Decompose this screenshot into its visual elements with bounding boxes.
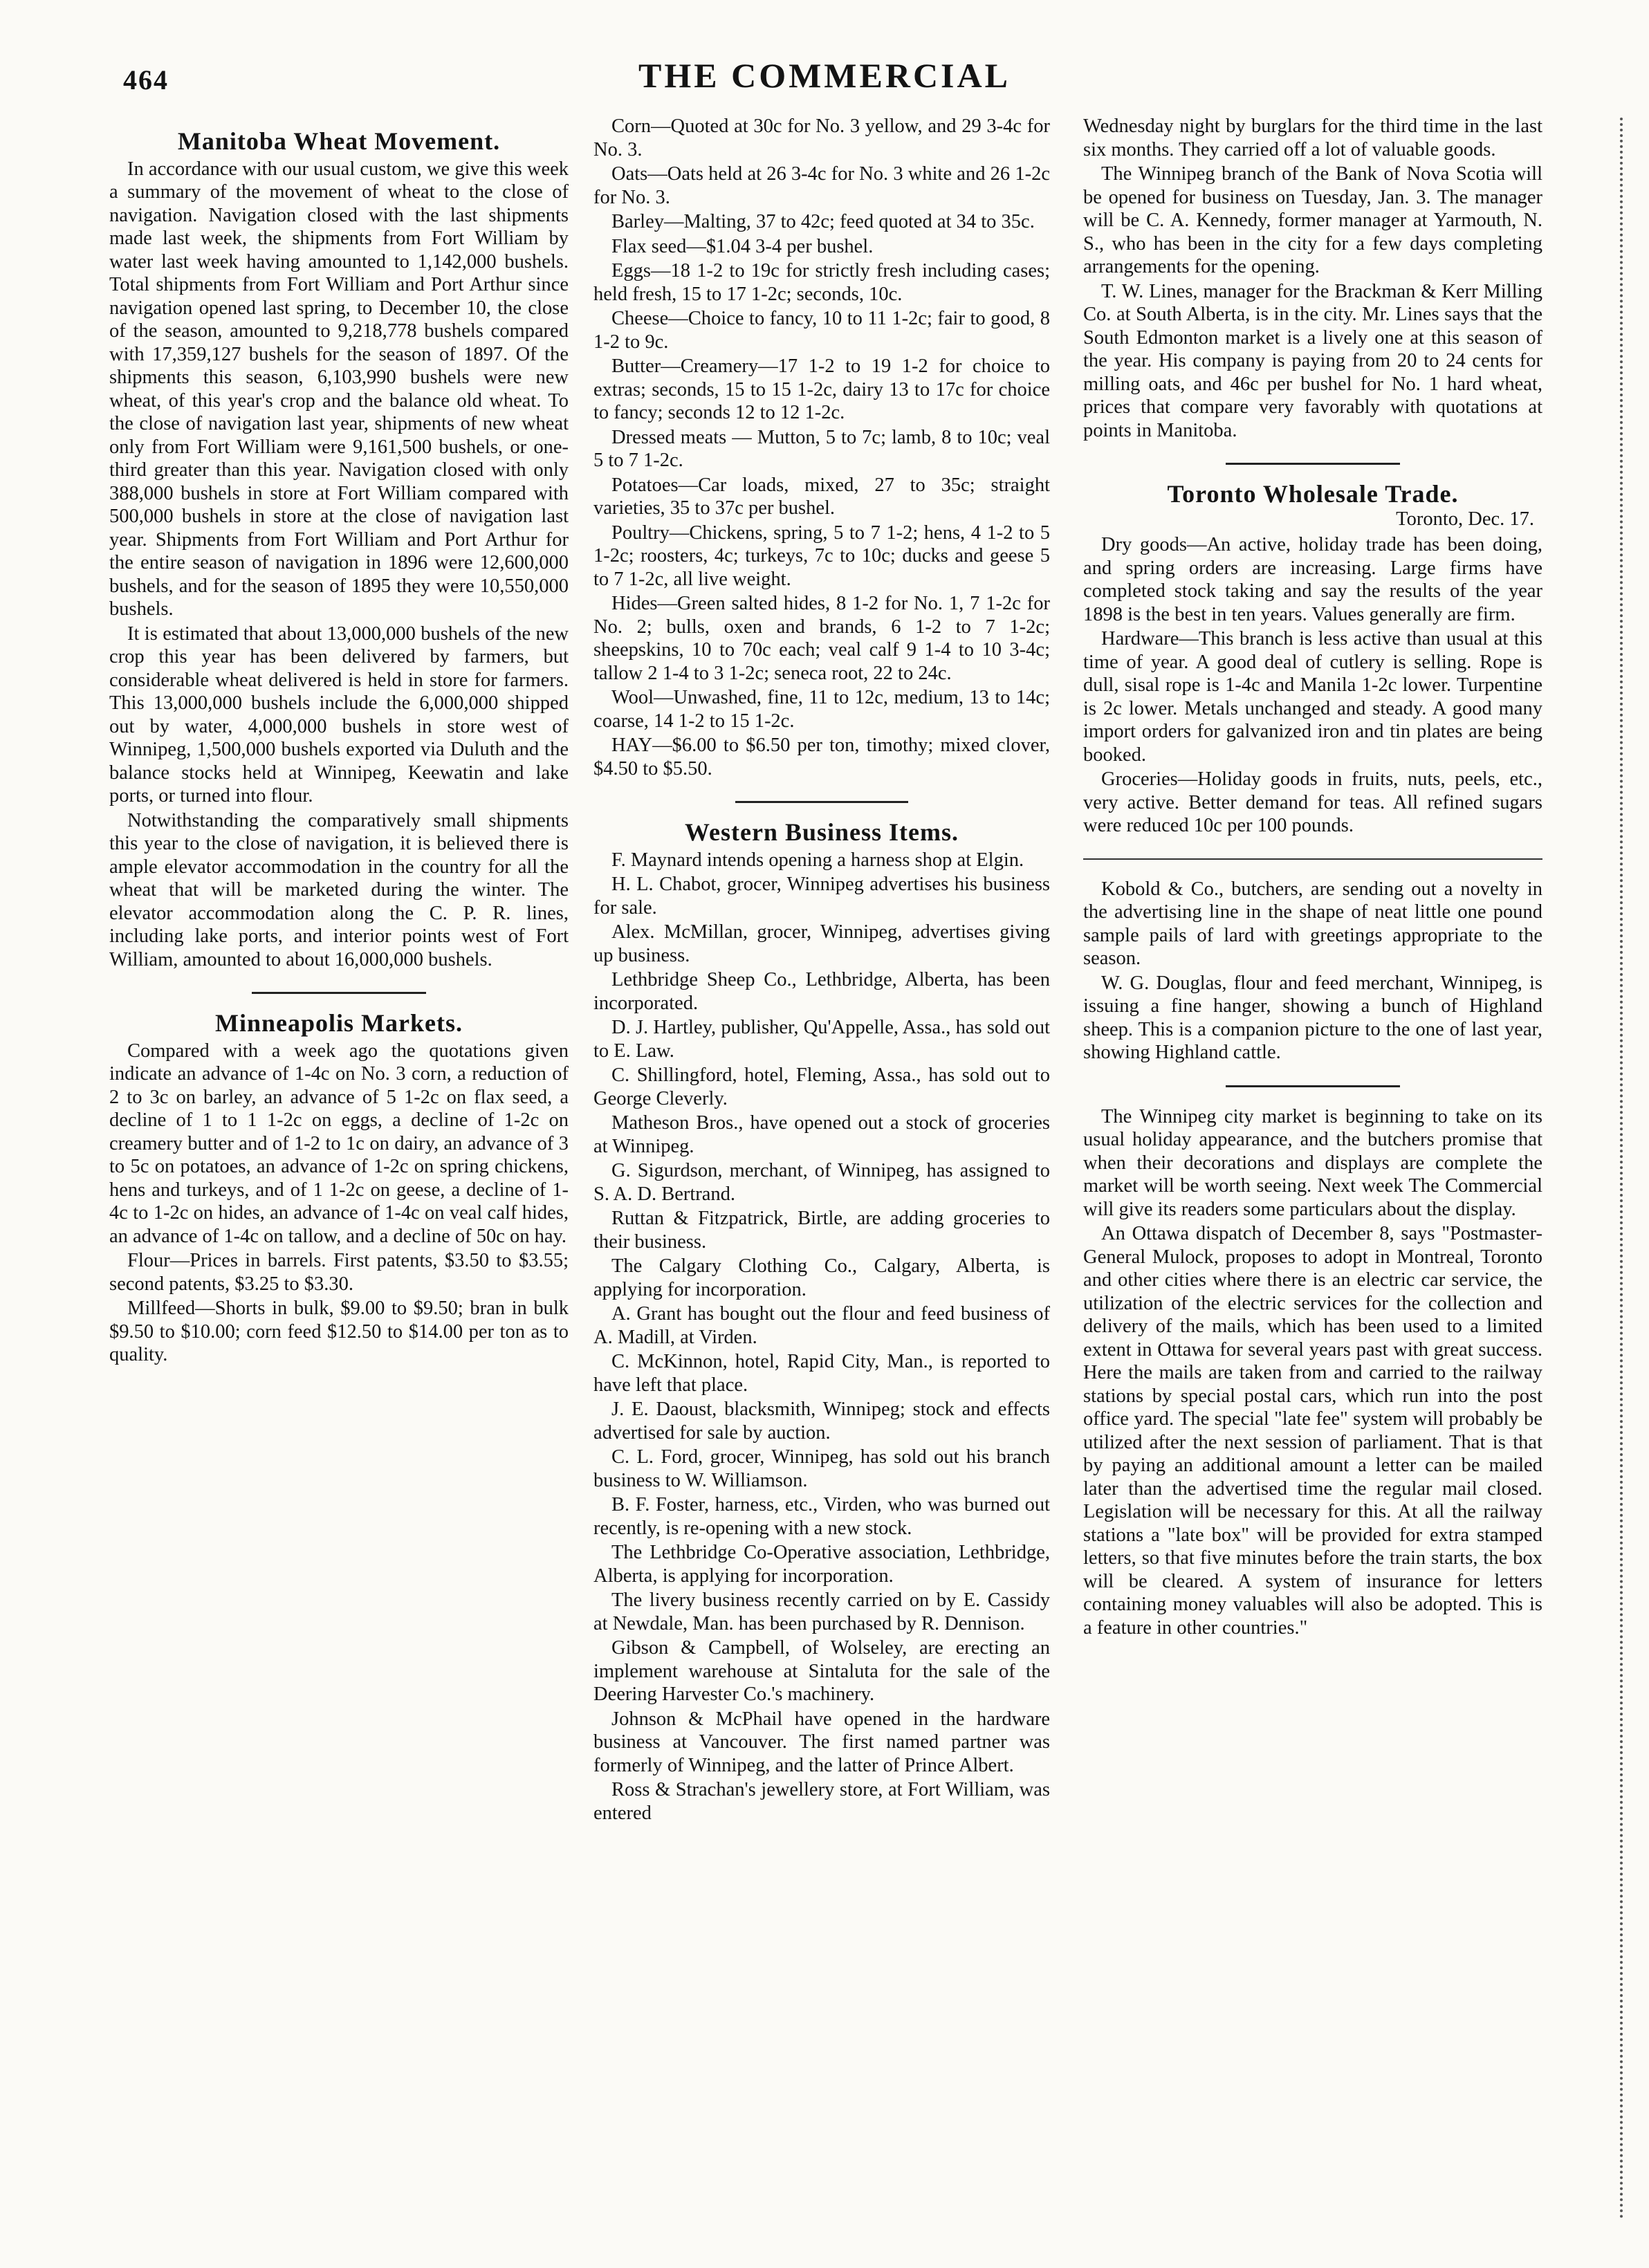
- news-item: H. L. Chabot, grocer, Winnipeg advertises his business for sale.: [593, 874, 1050, 919]
- market-item: Dressed meats — Mutton, 5 to 7c; lamb, 8 to 10c; veal 5 to 7 1-2c.: [593, 426, 1050, 471]
- market-item: Poultry—Chickens, spring, 5 to 7 1-2; hens, 4 1-2 to 5 1-2c; roosters, 4c; turkeys, 7c to 10c; ducks and geese 5 to 7 1-2c, all live weight.: [593, 522, 1050, 590]
- paragraph: Flour—Prices in barrels. First patents, $3.50 to $3.55; second patents, $3.25 to $3.30.: [109, 1250, 569, 1295]
- paragraph: W. G. Douglas, flour and feed merchant, Winnipeg, is issuing a fine hanger, showing a bunch of Highland sheep. This is a companion picture to the one of last year, showing Highland cattle.: [1083, 972, 1542, 1063]
- paragraph: Millfeed—Shorts in bulk, $9.00 to $9.50; bran in bulk $9.50 to $10.00; corn feed $12.50 to $14.00 per ton as to quality.: [109, 1298, 569, 1365]
- masthead: THE COMMERCIAL: [638, 56, 1011, 95]
- market-item: Eggs—18 1-2 to 19c for strictly fresh including cases; held fresh, 15 to 17 1-2c; seconds, 10c.: [593, 260, 1050, 305]
- news-item: C. Shillingford, hotel, Fleming, Assa., has sold out to George Cleverly.: [593, 1064, 1050, 1109]
- news-item: The Calgary Clothing Co., Calgary, Alberta, is applying for incorporation.: [593, 1255, 1050, 1300]
- paragraph: In accordance with our usual custom, we give this week a summary of the movement of wheat to the close of navigation. Navigation closed with the last shipments made last week, the shipments from Fort William by water last week having amounted to 1,142,000 bushels. Total shipments from Fort William and Port Arthur since navigation opened last spring, to December 10, the close of the season, amounted to 9,218,778 bushels compared with 17,359,127 bushels for the season of 1897. Of the shipments this season, 6,103,990 bushels were new wheat, of this year's crop and the balance old wheat. To the close of navigation last year, shipments of new wheat only from Fort William were 9,161,500 bushels, or one-third greater than this year. Navigation closed with only 388,000 bushels in store at Fort William compared with 500,000 bushels in store at the close of navigation last year. Shipments from Fort William and Port Arthur for the entire season of navigation in 1896 were 12,600,000 bushels, and for the season of 1895 they were 10,550,000 bushels.: [109, 158, 569, 620]
- divider: [1226, 463, 1400, 465]
- market-item: HAY—$6.00 to $6.50 per ton, timothy; mixed clover, $4.50 to $5.50.: [593, 735, 1050, 780]
- news-item: Ross & Strachan's jewellery store, at Fort William, was entered: [593, 1779, 1050, 1824]
- market-item: Wool—Unwashed, fine, 11 to 12c, medium, 13 to 14c; coarse, 14 1-2 to 15 1-2c.: [593, 687, 1050, 732]
- market-item: Corn—Quoted at 30c for No. 3 yellow, and 29 3-4c for No. 3.: [593, 116, 1050, 160]
- news-item: The Winnipeg branch of the Bank of Nova Scotia will be opened for business on Tuesday, Jan. 3. The manager will be C. A. Kennedy, former manager at Yarmouth, N. S., who has been in the city for a few days completing arrangements for the opening.: [1083, 163, 1542, 277]
- divider: [1083, 858, 1542, 860]
- news-item: G. Sigurdson, merchant, of Winnipeg, has assigned to S. A. D. Bertrand.: [593, 1160, 1050, 1205]
- dateline: Toronto, Dec. 17.: [1396, 508, 1534, 530]
- paragraph: Groceries—Holiday goods in fruits, nuts, peels, etc., very active. Better demand for teas. All refined sugars were reduced 10c per 100 pounds.: [1083, 768, 1542, 836]
- market-item: Flax seed—$1.04 3-4 per bushel.: [611, 235, 874, 257]
- paragraph: Notwithstanding the comparatively small shipments this year to the close of navigation, it is believed there is ample elevator accommodation in the country for all the wheat that will be marketed during the winter. The elevator accommodation along the C. P. R. lines, including lake ports, and interior points west of Fort William, amounted to about 16,000,000 bushels.: [109, 809, 569, 970]
- paragraph: Kobold & Co., butchers, are sending out a novelty in the advertising line in the shape of neat little one pound sample pails of lard with greetings appropriate to the season.: [1083, 878, 1542, 969]
- news-item: B. F. Foster, harness, etc., Virden, who was burned out recently, is re-opening with a new stock.: [593, 1494, 1050, 1539]
- news-item: A. Grant has bought out the flour and feed business of A. Madill, at Virden.: [593, 1303, 1050, 1348]
- news-item: C. McKinnon, hotel, Rapid City, Man., is reported to have left that place.: [593, 1351, 1050, 1396]
- column-1: [109, 123, 569, 2240]
- column-2: [593, 115, 1050, 2231]
- divider: [735, 801, 909, 803]
- news-item: Johnson & McPhail have opened in the hardware business at Vancouver. The first named partner was formerly of Winnipeg, and the latter of Prince Albert.: [593, 1708, 1050, 1776]
- article-title-toronto: Toronto Wholesale Trade.: [1167, 480, 1459, 508]
- market-item: Butter—Creamery—17 1-2 to 19 1-2 for choice to extras; seconds, 15 to 15 1-2c, dairy 13 to 17c for choice to fancy; seconds 12 to 12 1-2c.: [593, 356, 1050, 423]
- paragraph: Dry goods—An active, holiday trade has been doing, and spring orders are increasing. Large firms have completed stock taking and say the results of the year 1898 is the best in ten years. Values generally are firm.: [1083, 534, 1542, 625]
- article-title-minneapolis: Minneapolis Markets.: [215, 1009, 463, 1037]
- market-item: Barley—Malting, 37 to 42c; feed quoted at 34 to 35c.: [611, 211, 1035, 232]
- news-item: Wednesday night by burglars for the third time in the last six months. They carried off a lot of valuable goods.: [1083, 116, 1542, 160]
- article-title-western: Western Business Items.: [684, 818, 959, 846]
- news-item: T. W. Lines, manager for the Brackman & Kerr Milling Co. at South Alberta, is in the city. Mr. Lines says that the South Edmonton market is a lively one at this season of the year. His company is paying from 20 to 24 cents for milling oats, and 46c per bushel for No. 1 hard wheat, prices that compare very favorably with quotations at points in Manitoba.: [1083, 280, 1542, 441]
- market-item: Hides—Green salted hides, 8 1-2 for No. 1, 7 1-2c for No. 2; bulls, oxen and brands, 6 1-2 to 7 1-2c; sheepskins, 10 to 70c each; veal calf 9 1-4 to 10 3-4c; tallow 2 1-4 to 3 1-2c; seneca root, 22 to 24c.: [593, 593, 1050, 684]
- news-item: The Lethbridge Co-Operative association, Lethbridge, Alberta, is applying for incorporation.: [593, 1542, 1050, 1587]
- paragraph: It is estimated that about 13,000,000 bushels of the new crop this year has been delivered by farmers, but considerable wheat delivered is held in store for farmers. This 13,000,000 bushels include the 6,000,000 shipped out by water, 4,000,000 bushels in store west of Winnipeg, 1,500,000 bushels exported via Duluth and the balance stocks held at Winnipeg, Keewatin and lake ports, or turned into flour.: [109, 623, 569, 806]
- news-item: The livery business recently carried on by E. Cassidy at Newdale, Man. has been purchased by R. Dennison.: [593, 1589, 1050, 1634]
- column-3: [1083, 115, 1542, 2231]
- divider: [252, 992, 426, 994]
- market-item: Potatoes—Car loads, mixed, 27 to 35c; straight varieties, 35 to 37c per bushel.: [593, 474, 1050, 519]
- news-item: Matheson Bros., have opened out a stock of groceries at Winnipeg.: [593, 1112, 1050, 1157]
- news-item: J. E. Daoust, blacksmith, Winnipeg; stock and effects advertised for sale by auction.: [593, 1399, 1050, 1444]
- news-item: Lethbridge Sheep Co., Lethbridge, Alberta, has been incorporated.: [593, 969, 1050, 1014]
- news-item: Alex. McMillan, grocer, Winnipeg, advertises giving up business.: [593, 921, 1050, 966]
- news-item: D. J. Hartley, publisher, Qu'Appelle, Assa., has sold out to E. Law.: [593, 1017, 1050, 1062]
- paragraph: Compared with a week ago the quotations given indicate an advance of 1-4c on No. 3 corn, a reduction of 2 to 3c on barley, an advance of 5 1-2c on flax seed, a decline of 1 to 1 1-2c on eggs, a decline of 1-2c on creamery butter and of 1-2 to 1c on dairy, an advance of 3 to 5c on potatoes, an advance of 1-2c on spring chickens, hens and turkeys, and of 1 1-2c on geese, a decline of 1-4c to 1-2c on hides, an advance of 1-4c on veal calf hides, an advance of 1-4c on tallow, and a decline of 50c on hay.: [109, 1040, 569, 1247]
- news-item: Gibson & Campbell, of Wolseley, are erecting an implement warehouse at Sintaluta for the sale of the Deering Harvester Co.'s machinery.: [593, 1637, 1050, 1705]
- divider: [1226, 1085, 1400, 1087]
- paragraph: Hardware—This branch is less active than usual at this time of year. A good deal of cutlery is selling. Rope is dull, sisal rope is 1-4c and Manila 1-2c lower. Turpentine is 2c lower. Metals unchanged and steady. A good many import orders for galvanized iron and tin plates are being booked.: [1083, 628, 1542, 766]
- news-item: C. L. Ford, grocer, Winnipeg, has sold out his branch business to W. Williamson.: [593, 1446, 1050, 1491]
- market-item: Cheese—Choice to fancy, 10 to 11 1-2c; fair to good, 8 1-2 to 9c.: [593, 308, 1050, 353]
- market-item: Oats—Oats held at 26 3-4c for No. 3 white and 26 1-2c for No. 3.: [593, 163, 1050, 208]
- paragraph: An Ottawa dispatch of December 8, says "Postmaster-General Mulock, proposes to adopt in Montreal, Toronto and other cities where there is an electric car service, the utilization of the electric services for the collection and delivery of the mails, which has been used to a limited extent in Ottawa for several years past with great success. Here the mails are taken from and carried to the railway stations by special postal cars, which run into the post office yard. The special "late fee" system will probably be utilized after the next session of parliament. That is that by paying an additional amount a letter can be mailed later than the advertised time the regular mail closed. Legislation will be necessary for this. At all the railway stations a "late box" will be provided for extra stamped letters, so that five minutes before the train starts, the box will be cleared. A system of insurance for letters containing money valuables will also be adopted. This is a feature in other countries.": [1083, 1223, 1542, 1639]
- paragraph: The Winnipeg city market is beginning to take on its usual holiday appearance, and the butchers promise that when their decorations and displays are complete the market will be worth seeing. Next week The Commercial will give its readers some particulars about the display.: [1083, 1105, 1542, 1220]
- page-edge: [1617, 118, 1623, 2220]
- page-number: 464: [123, 64, 169, 95]
- news-item: F. Maynard intends opening a harness shop at Elgin.: [611, 849, 1024, 871]
- article-title-wheat: Manitoba Wheat Movement.: [177, 127, 501, 155]
- news-item: Ruttan & Fitzpatrick, Birtle, are adding groceries to their business.: [593, 1208, 1050, 1253]
